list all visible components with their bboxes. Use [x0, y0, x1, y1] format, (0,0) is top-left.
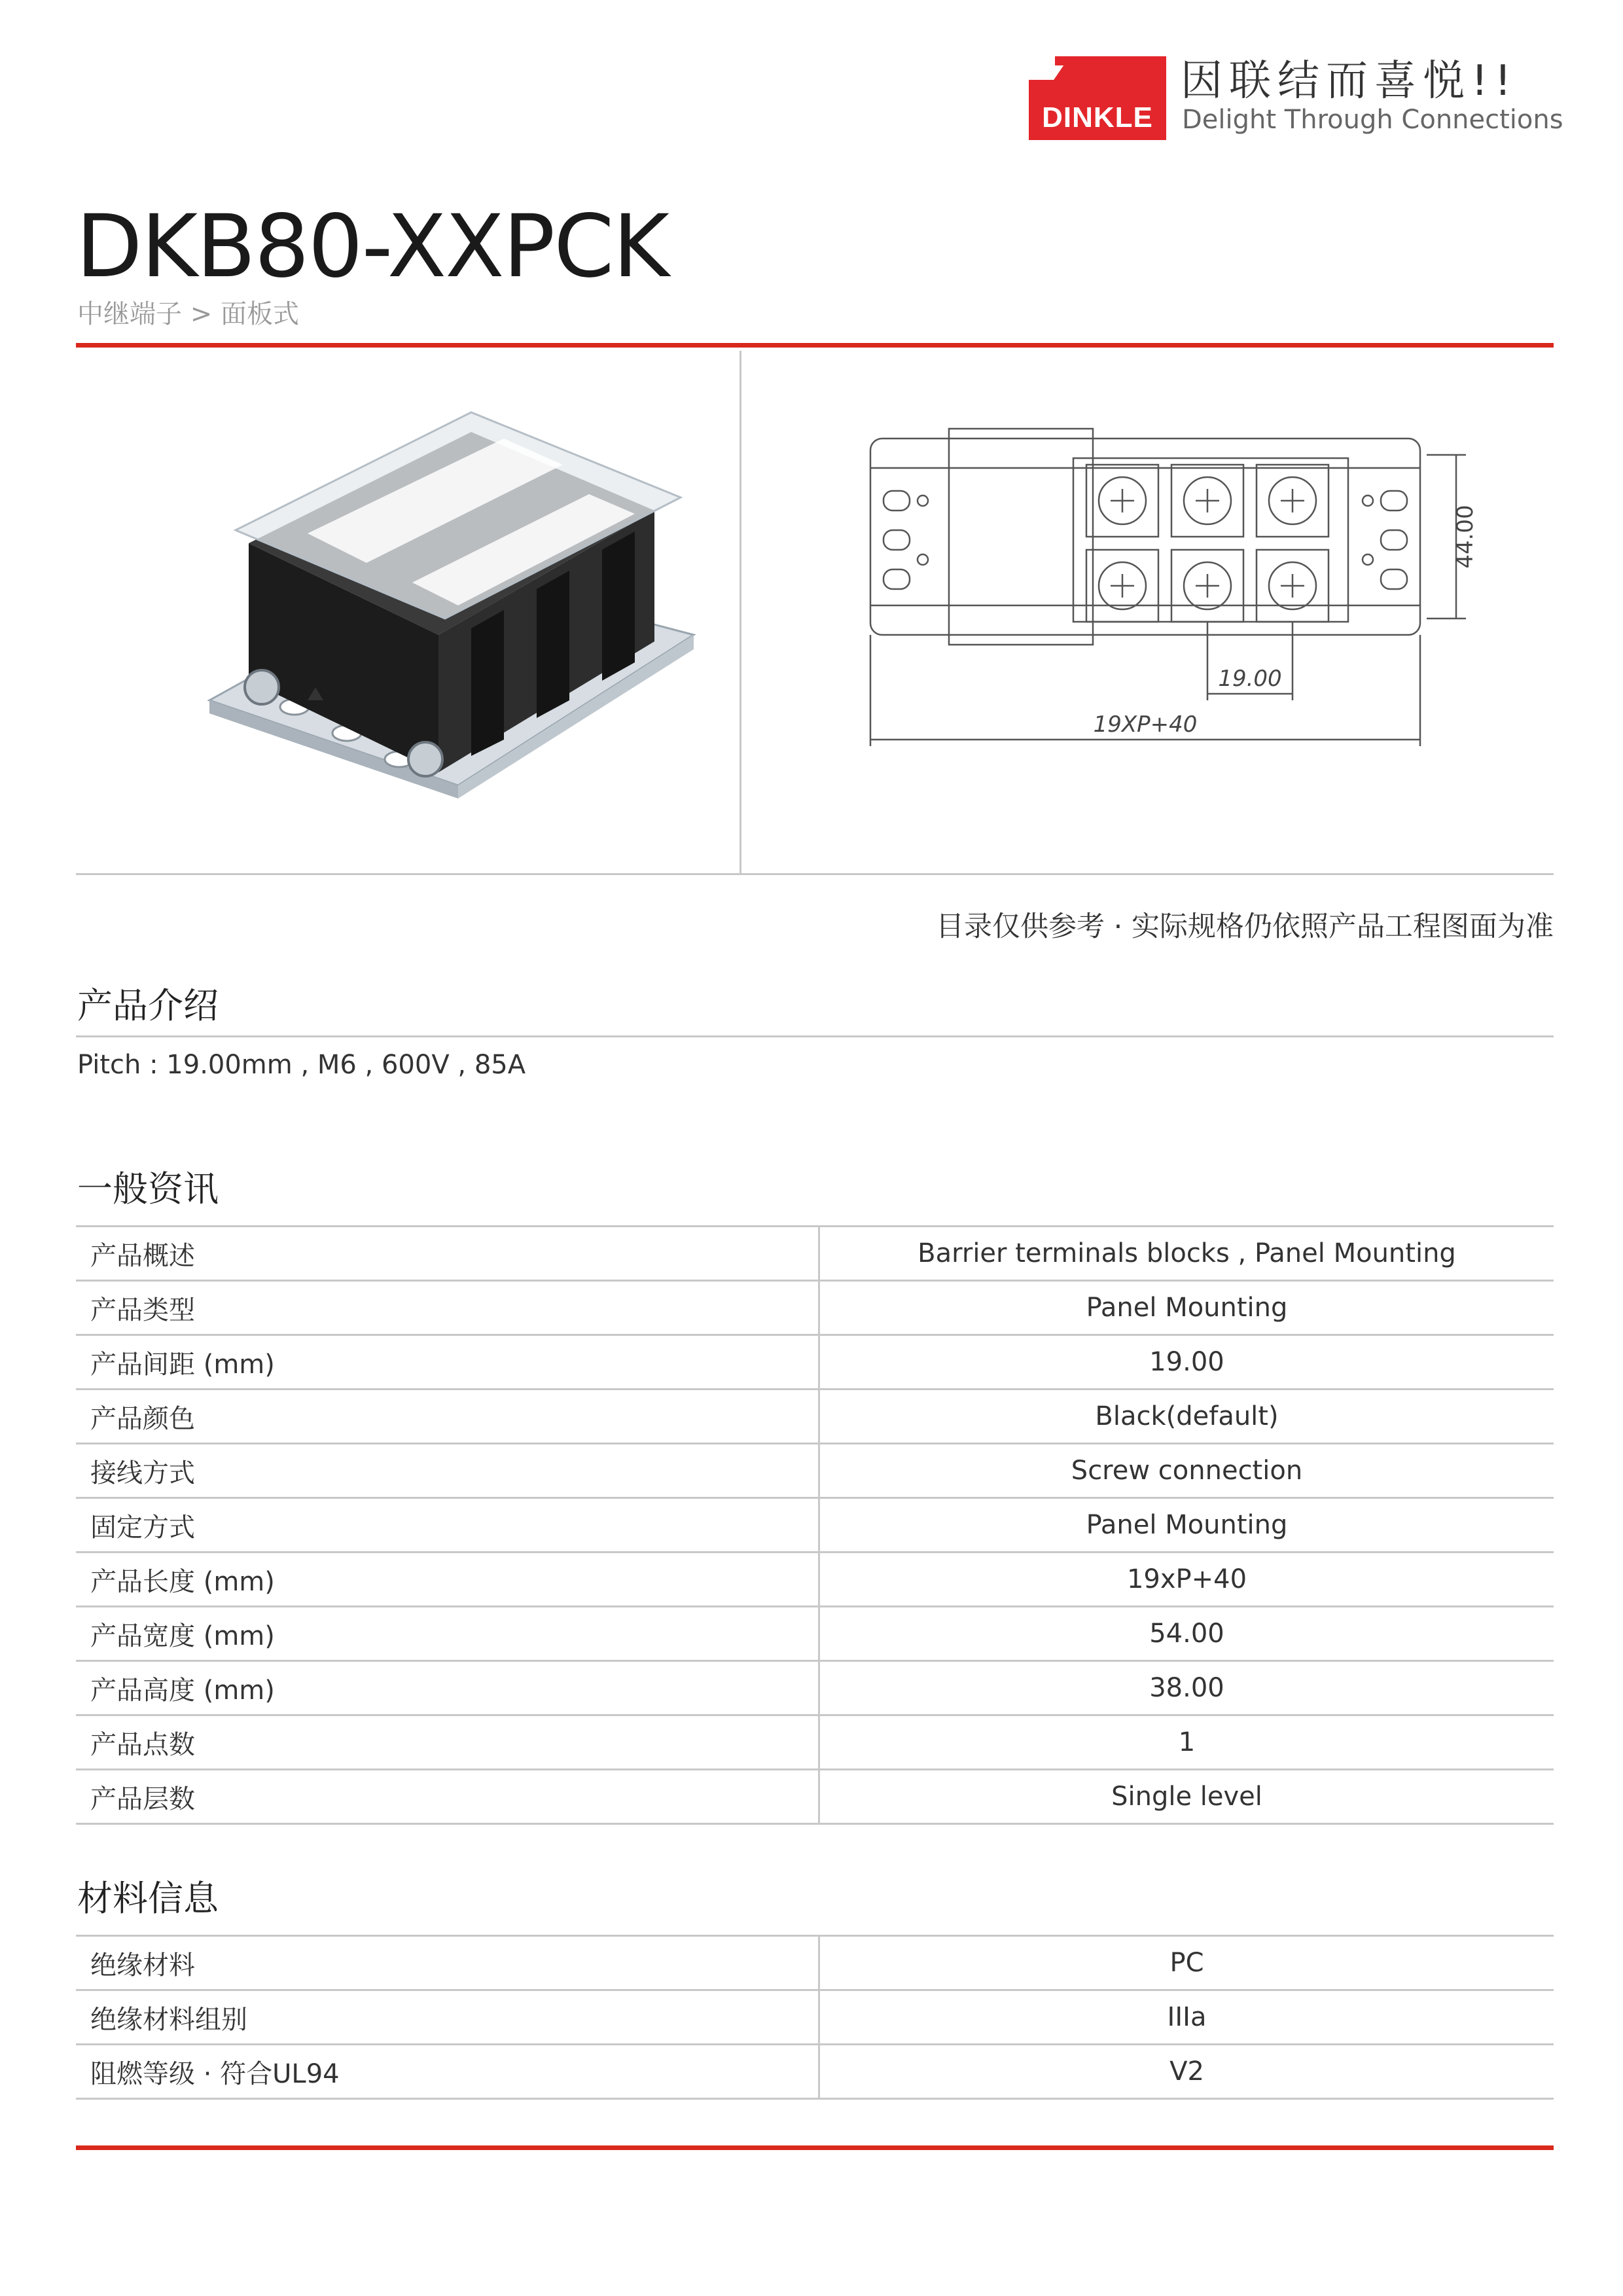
table-row	[76, 1444, 1554, 1498]
disclaimer-note: 目录仅供参考 · 实际规格仍依照产品工程图面为准	[935, 910, 1554, 943]
table-row	[76, 1607, 1554, 1661]
table-row	[76, 1661, 1554, 1715]
dim-pitch-label: 19.00	[1218, 666, 1282, 692]
spec-label: 产品点数	[76, 1715, 819, 1770]
header-divider	[76, 343, 1554, 348]
spec-label: 阻燃等级 · 符合UL94	[76, 2045, 819, 2099]
intro-rule	[76, 1035, 1554, 1037]
spec-value: 54.00	[819, 1607, 1554, 1661]
spec-value: PC	[819, 1936, 1554, 1990]
spec-value: IIIa	[819, 1990, 1554, 2045]
intro-text: Pitch : 19.00mm , M6 , 600V , 85A	[77, 1050, 526, 1080]
table-row	[76, 1390, 1554, 1444]
material-heading: 材料信息	[77, 1878, 219, 1919]
spec-label: 固定方式	[76, 1498, 819, 1552]
footer-divider	[76, 2145, 1554, 2150]
spec-value: Single level	[819, 1770, 1554, 1824]
brand-logo	[1029, 42, 1565, 140]
spec-value: V2	[819, 2045, 1554, 2099]
spec-value: 1	[819, 1715, 1554, 1770]
table-row	[76, 1335, 1554, 1390]
spec-value: Panel Mounting	[819, 1498, 1554, 1552]
table-row	[76, 1990, 1554, 2045]
dim-length-label: 19XP+40	[1093, 711, 1198, 738]
spec-value: Barrier terminals blocks , Panel Mounting	[819, 1227, 1554, 1281]
spec-label: 绝缘材料	[76, 1936, 819, 1990]
dim-height-label: 44.00	[1452, 505, 1478, 569]
logo-slogan-cn: 因联结而喜悦!!	[1181, 57, 1518, 105]
table-row	[76, 1498, 1554, 1552]
spec-value: 38.00	[819, 1661, 1554, 1715]
table-row	[76, 1715, 1554, 1770]
product-title: DKB80-XXPCK	[76, 196, 668, 297]
table-row	[76, 1281, 1554, 1335]
spec-value: 19.00	[819, 1335, 1554, 1390]
image-panel-divider	[740, 351, 741, 873]
table-row	[76, 1770, 1554, 1824]
general-heading: 一般资讯	[77, 1168, 219, 1210]
table-row	[76, 1552, 1554, 1607]
spec-label: 产品高度 (mm)	[76, 1661, 819, 1715]
table-row	[76, 1227, 1554, 1281]
spec-label: 产品长度 (mm)	[76, 1552, 819, 1607]
spec-label: 产品间距 (mm)	[76, 1335, 819, 1390]
spec-value: Black(default)	[819, 1390, 1554, 1444]
dimension-drawing	[864, 419, 1492, 792]
spec-value: Screw connection	[819, 1444, 1554, 1498]
spec-label: 产品概述	[76, 1227, 819, 1281]
breadcrumb: 中继端子 > 面板式	[77, 299, 299, 329]
spec-value: 19xP+40	[819, 1552, 1554, 1607]
spec-label: 接线方式	[76, 1444, 819, 1498]
product-photo	[196, 393, 707, 851]
logo-brand-text: DINKLE	[1042, 101, 1153, 134]
image-panel-bottom-rule	[76, 873, 1554, 875]
spec-value: Panel Mounting	[819, 1281, 1554, 1335]
table-row	[76, 2045, 1554, 2099]
material-spec-table	[76, 1935, 1554, 2100]
spec-label: 绝缘材料组别	[76, 1990, 819, 2045]
table-row	[76, 1936, 1554, 1990]
intro-heading: 产品介绍	[77, 985, 219, 1026]
spec-label: 产品宽度 (mm)	[76, 1607, 819, 1661]
spec-label: 产品层数	[76, 1770, 819, 1824]
spec-label: 产品颜色	[76, 1390, 819, 1444]
logo-slogan-en: Delight Through Connections	[1182, 105, 1563, 135]
spec-label: 产品类型	[76, 1281, 819, 1335]
general-spec-table	[76, 1225, 1554, 1825]
